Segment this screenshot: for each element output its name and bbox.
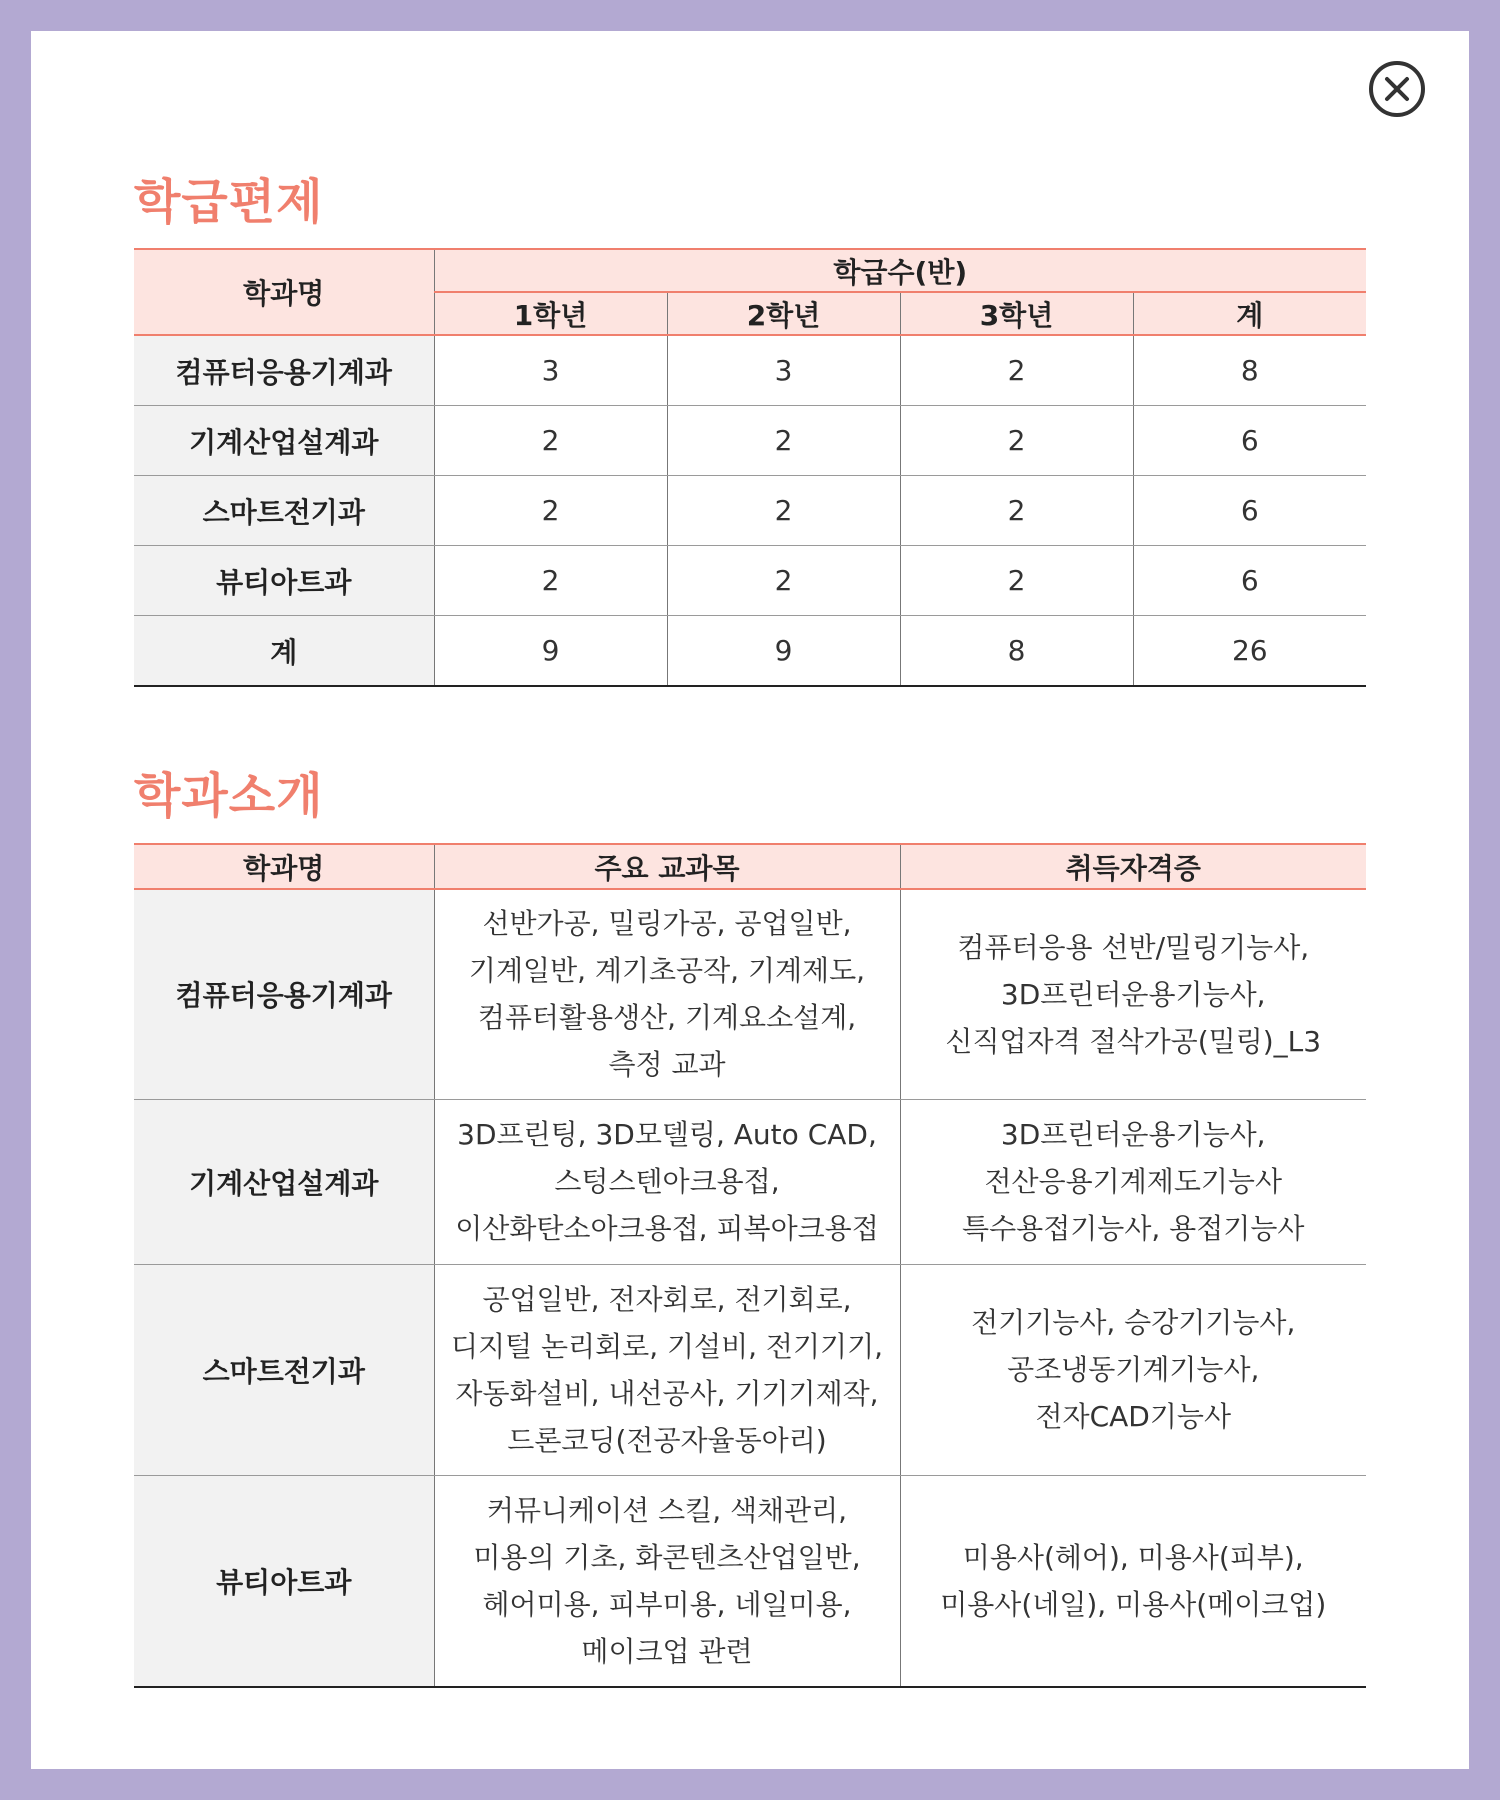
cell-subjects: 선반가공, 밀링가공, 공업일반, 기계일반, 계기초공작, 기계제도, 컴퓨터활용생산, 기계요소설계, 측정 교과	[434, 889, 900, 1099]
header-dept-name: 학과명	[134, 844, 434, 889]
table-row	[134, 335, 1366, 406]
cell-value: 2	[900, 476, 1133, 546]
cell-value: 6	[1133, 406, 1366, 476]
row-dept-name: 스마트전기과	[134, 476, 434, 546]
row-dept-name: 스마트전기과	[134, 1264, 434, 1475]
department-intro-table	[134, 843, 1366, 1688]
class-organization-table	[134, 248, 1366, 687]
cell-value: 9	[667, 616, 900, 687]
close-button[interactable]	[1369, 61, 1425, 117]
row-dept-name: 컴퓨터응용기계과	[134, 335, 434, 406]
header-total: 계	[1133, 292, 1366, 335]
table-row	[134, 546, 1366, 616]
cell-value: 2	[900, 546, 1133, 616]
row-dept-name: 기계산업설계과	[134, 406, 434, 476]
cell-value: 3	[434, 335, 667, 406]
header-grade-1: 1학년	[434, 292, 667, 335]
cell-subjects: 커뮤니케이션 스킬, 색채관리, 미용의 기초, 화콘텐츠산업일반, 헤어미용, 피부미용, 네일미용, 메이크업 관련	[434, 1475, 900, 1687]
cell-value: 2	[900, 335, 1133, 406]
table-row	[134, 476, 1366, 546]
row-dept-name: 컴퓨터응용기계과	[134, 889, 434, 1099]
header-main-subjects: 주요 교과목	[434, 844, 900, 889]
header-certificates: 취득자격증	[900, 844, 1366, 889]
section-title-classes: 학급편제	[134, 174, 324, 230]
cell-certificates: 전기기능사, 승강기기능사, 공조냉동기계기능사, 전자CAD기능사	[900, 1264, 1366, 1475]
cell-value: 2	[900, 406, 1133, 476]
table-row-total	[134, 616, 1366, 687]
cell-value: 8	[900, 616, 1133, 687]
cell-subjects: 공업일반, 전자회로, 전기회로, 디지털 논리회로, 기설비, 전기기기, 자동화설비, 내선공사, 기기기제작, 드론코딩(전공자율동아리)	[434, 1264, 900, 1475]
cell-value: 9	[434, 616, 667, 687]
cell-value: 8	[1133, 335, 1366, 406]
cell-value: 2	[667, 406, 900, 476]
cell-certificates: 미용사(헤어), 미용사(피부), 미용사(네일), 미용사(메이크업)	[900, 1475, 1366, 1687]
table-row	[134, 1264, 1366, 1475]
cell-value: 6	[1133, 476, 1366, 546]
close-x-icon	[1384, 76, 1410, 102]
row-dept-name: 뷰티아트과	[134, 546, 434, 616]
cell-value: 2	[667, 476, 900, 546]
row-total-label: 계	[134, 616, 434, 687]
table-row	[134, 1099, 1366, 1264]
table-row	[134, 1475, 1366, 1687]
header-grade-3: 3학년	[900, 292, 1133, 335]
cell-certificates: 컴퓨터응용 선반/밀링기능사, 3D프린터운용기능사, 신직업자격 절삭가공(밀링)_L3	[900, 889, 1366, 1099]
table-row	[134, 889, 1366, 1099]
cell-value: 2	[667, 546, 900, 616]
row-dept-name: 뷰티아트과	[134, 1475, 434, 1687]
cell-value: 26	[1133, 616, 1366, 687]
cell-value: 3	[667, 335, 900, 406]
header-class-count: 학급수(반)	[434, 249, 1366, 292]
content-panel	[31, 31, 1469, 1769]
cell-value: 2	[434, 546, 667, 616]
cell-certificates: 3D프린터운용기능사, 전산응용기계제도기능사 특수용접기능사, 용접기능사	[900, 1099, 1366, 1264]
header-dept-name: 학과명	[134, 249, 434, 335]
cell-value: 6	[1133, 546, 1366, 616]
section-title-depts: 학과소개	[134, 768, 324, 824]
table-row	[134, 406, 1366, 476]
header-grade-2: 2학년	[667, 292, 900, 335]
cell-value: 2	[434, 476, 667, 546]
cell-subjects: 3D프린팅, 3D모델링, Auto CAD, 스텅스텐아크용접, 이산화탄소아크용접, 피복아크용접	[434, 1099, 900, 1264]
row-dept-name: 기계산업설계과	[134, 1099, 434, 1264]
cell-value: 2	[434, 406, 667, 476]
